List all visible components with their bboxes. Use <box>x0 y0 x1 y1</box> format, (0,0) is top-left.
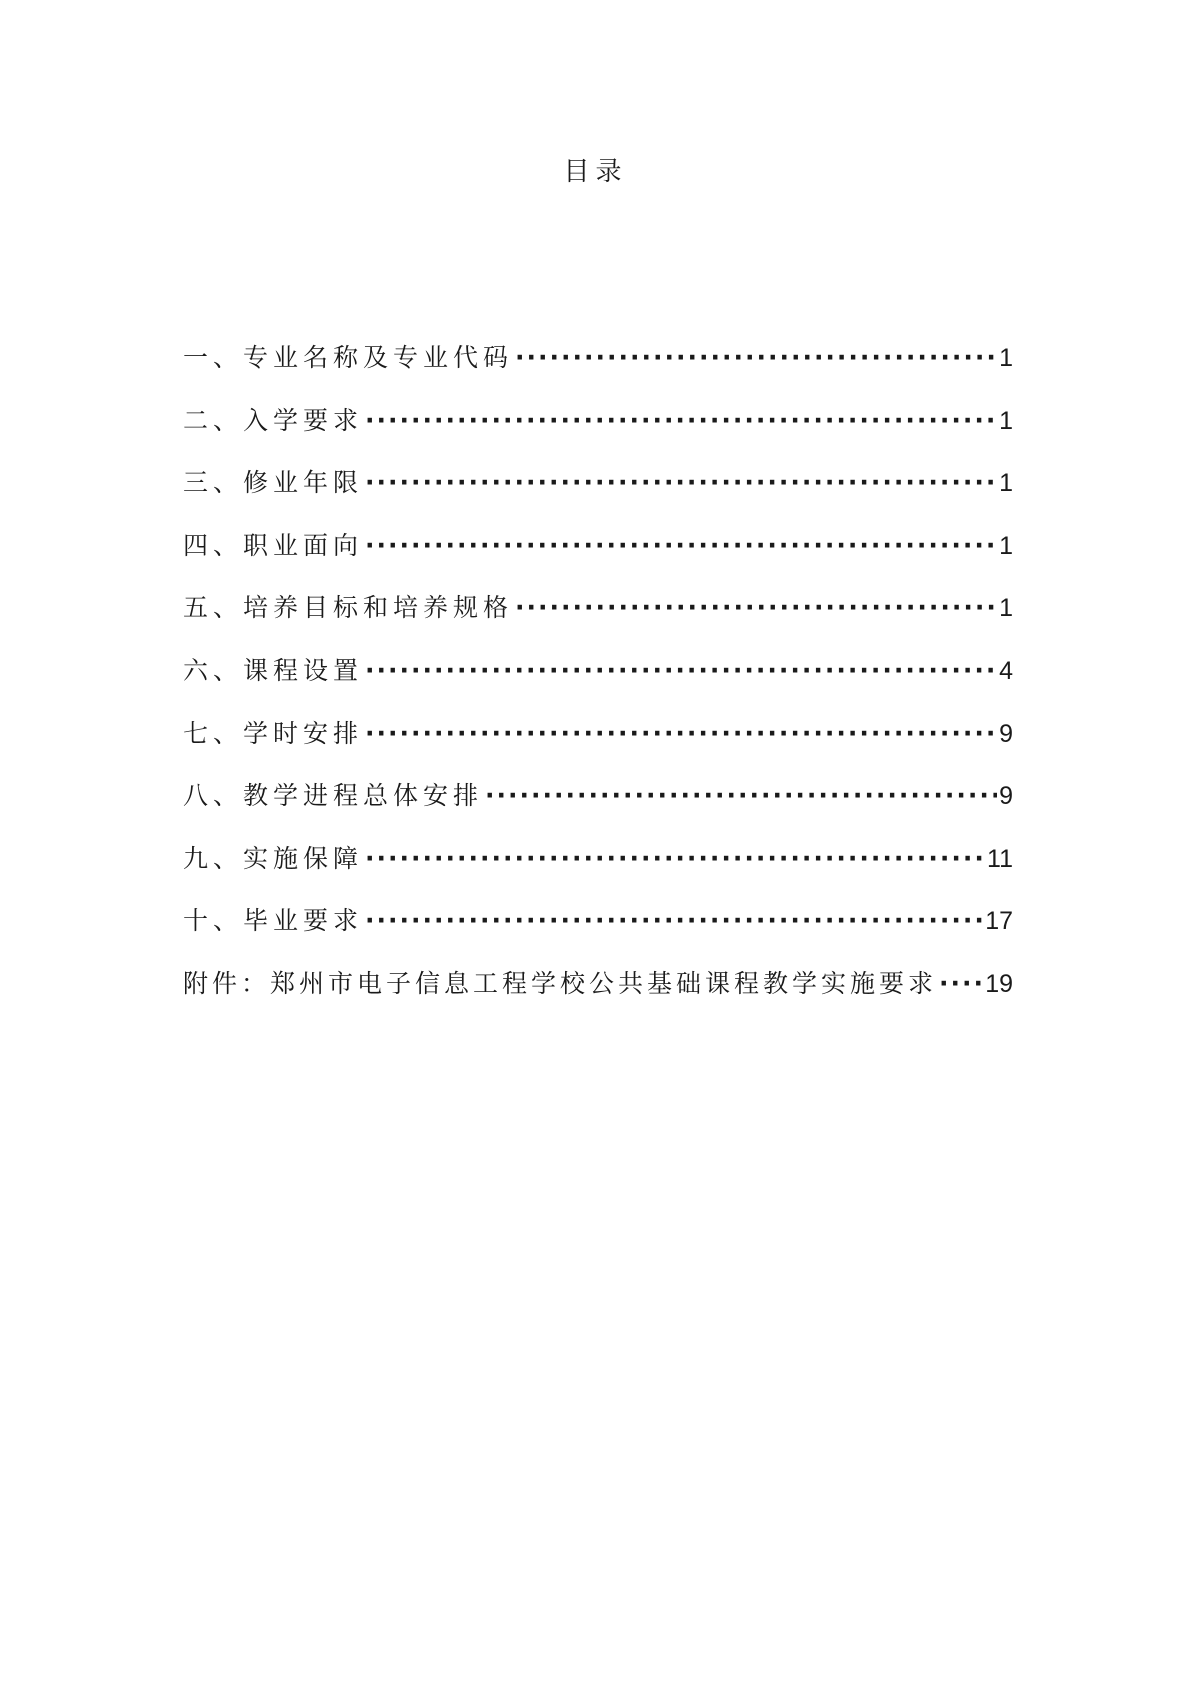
toc-entry-label: 十、毕业要求 <box>183 906 364 936</box>
toc-list <box>183 340 1013 1029</box>
toc-title: 目录 <box>563 157 628 187</box>
toc-dot-leader <box>365 716 997 752</box>
toc-entry[interactable] <box>183 465 1013 528</box>
toc-dot-leader <box>515 340 997 376</box>
toc-entry-label: 四、职业面向 <box>183 530 364 560</box>
toc-dot-leader <box>365 841 985 877</box>
toc-entry-page-number: 11 <box>987 844 1013 873</box>
toc-entry-appendix[interactable] <box>183 966 1013 1029</box>
toc-entry-label: 六、课程设置 <box>183 655 364 685</box>
toc-entry-page-number: 1 <box>999 469 1013 498</box>
toc-entry-label: 一、专业名称及专业代码 <box>183 343 514 372</box>
toc-dot-leader <box>939 966 983 1002</box>
toc-entry-label: 二、入学要求 <box>183 405 364 435</box>
toc-entry-page-number: 1 <box>999 594 1013 623</box>
toc-entry-page-number: 1 <box>999 344 1013 372</box>
toc-dot-leader <box>365 653 997 689</box>
toc-entry[interactable] <box>183 903 1013 966</box>
toc-entry-page-number: 4 <box>999 656 1013 685</box>
toc-entry-page-number: 9 <box>999 782 1013 811</box>
toc-dot-leader <box>515 590 997 626</box>
toc-entry-page-number: 9 <box>999 719 1013 748</box>
toc-entry-label: 三、修业年限 <box>183 468 364 498</box>
toc-entry-page-number: 1 <box>999 531 1013 560</box>
toc-entry[interactable] <box>183 403 1013 466</box>
toc-entry-page-number: 1 <box>999 406 1013 435</box>
toc-entry-label: 九、实施保障 <box>183 843 364 873</box>
toc-dot-leader <box>365 403 997 439</box>
toc-dot-leader <box>365 528 997 564</box>
toc-entry-label: 七、学时安排 <box>183 718 364 748</box>
toc-dot-leader <box>365 465 997 501</box>
toc-entry-label: 八、教学进程总体安排 <box>183 781 484 811</box>
toc-entry[interactable] <box>183 528 1013 591</box>
toc-dot-leader <box>365 903 983 939</box>
toc-entry-page-number: 17 <box>985 907 1013 936</box>
toc-entry[interactable] <box>183 653 1013 716</box>
toc-entry[interactable] <box>183 778 1013 841</box>
toc-entry-label: 五、培养目标和培养规格 <box>183 593 514 623</box>
toc-entry[interactable] <box>183 340 1013 403</box>
toc-entry[interactable] <box>183 590 1013 653</box>
toc-entry[interactable] <box>183 716 1013 779</box>
toc-entry-page-number: 19 <box>985 969 1013 998</box>
toc-dot-leader <box>485 778 997 814</box>
toc-entry-label: 附件：郑州市电子信息工程学校公共基础课程教学实施要求 <box>183 968 938 998</box>
toc-entry[interactable] <box>183 841 1013 904</box>
